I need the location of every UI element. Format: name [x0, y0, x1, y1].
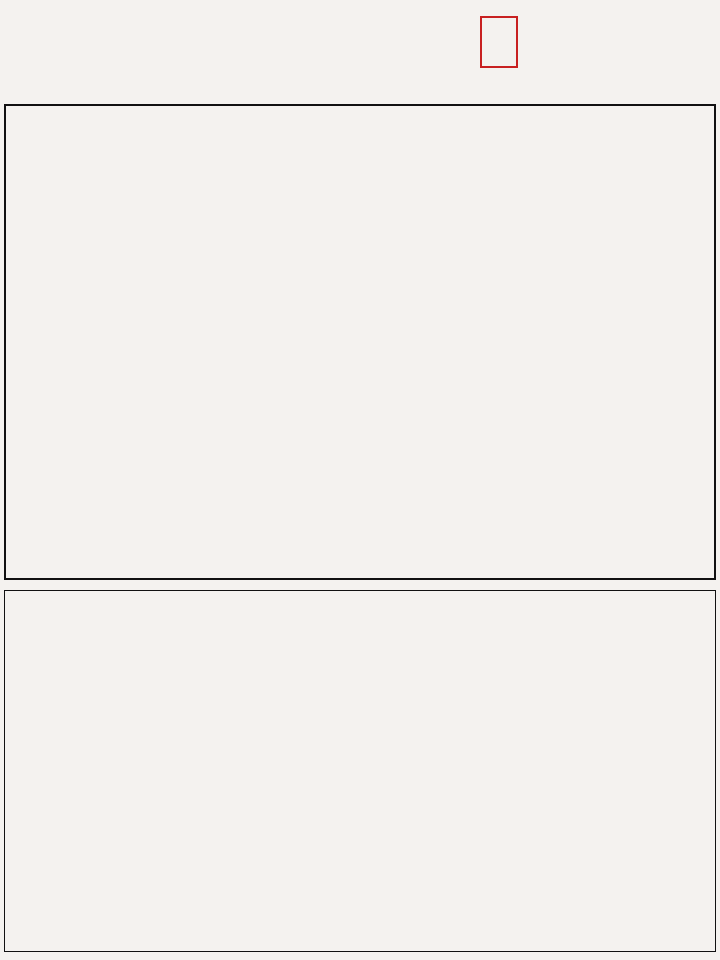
annual-luck-grid: [4, 590, 716, 952]
pillar-grid: [4, 104, 716, 580]
red-seal-logo: [480, 16, 518, 68]
